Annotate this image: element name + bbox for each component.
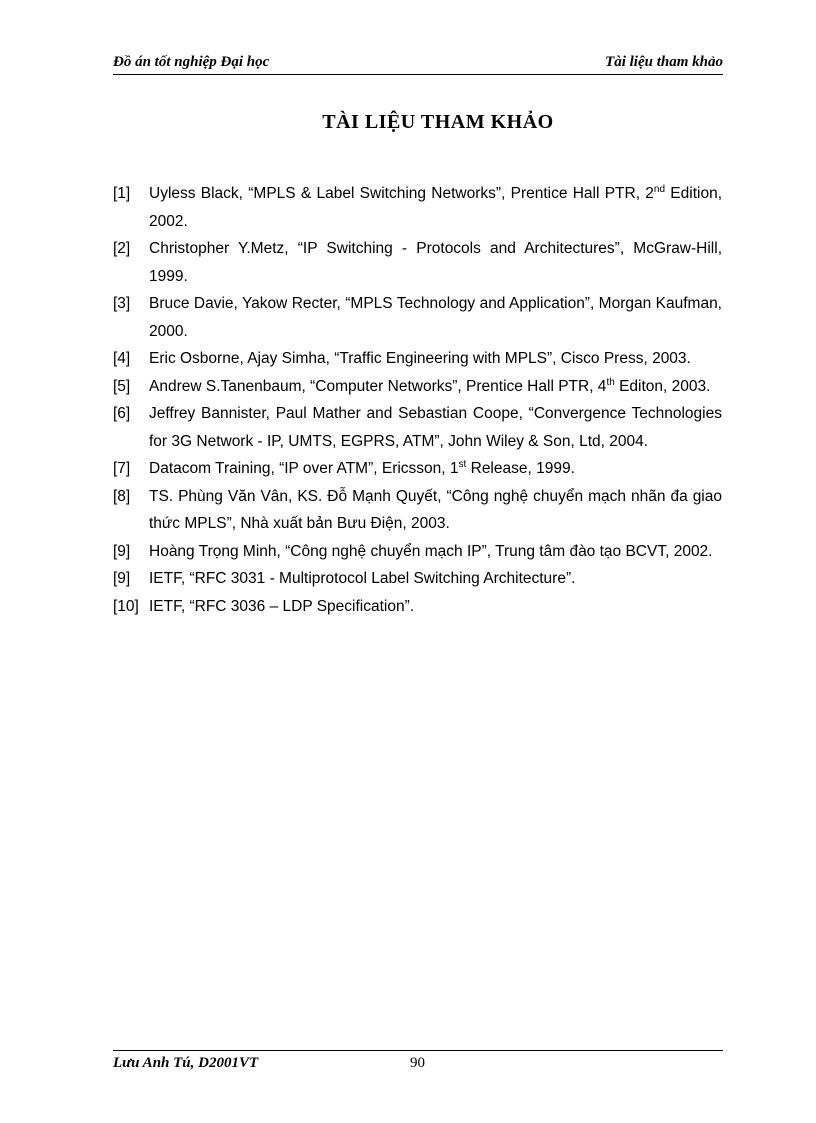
- page-title: TÀI LIỆU THAM KHẢO: [322, 111, 554, 133]
- reference-item: [113, 400, 722, 455]
- reference-number: [7]: [113, 460, 131, 477]
- reference-item: [113, 180, 722, 235]
- reference-item: [113, 565, 722, 593]
- page-footer: [113, 1050, 723, 1081]
- reference-text: IETF, “RFC 3031 - Multiprotocol Label Switching Architecture”.: [149, 570, 576, 587]
- reference-text: Hoàng Trọng Minh, “Công nghệ chuyển mạch IP”, Trung tâm đào tạo BCVT, 2002.: [149, 542, 713, 560]
- reference-number: [9]: [113, 542, 131, 560]
- reference-number: [4]: [113, 350, 131, 367]
- reference-number: [8]: [113, 487, 131, 505]
- reference-text: Jeffrey Bannister, Paul Mather and Sebastian Coope, “Convergence Technologies for 3G Network - IP, UMTS, EGPRS, ATM”, John Wiley & Son, Ltd, 2004.: [149, 405, 722, 450]
- footer-author: Lưu Anh Tú, D2001VT: [113, 1055, 259, 1071]
- reference-text: Uyless Black, “MPLS & Label Switching Networks”, Prentice Hall PTR, 2nd Edition, 2002.: [149, 183, 722, 230]
- reference-item: [113, 235, 722, 290]
- reference-item: [113, 538, 722, 566]
- reference-item: [113, 593, 722, 621]
- reference-number: [6]: [113, 405, 131, 422]
- reference-text: Eric Osborne, Ajay Simha, “Traffic Engineering with MPLS”, Cisco Press, 2003.: [149, 350, 691, 367]
- reference-number: [1]: [113, 185, 131, 202]
- reference-number: [2]: [113, 240, 131, 257]
- reference-text: Datacom Training, “IP over ATM”, Ericsson, 1st Release, 1999.: [149, 458, 575, 477]
- reference-text: Christopher Y.Metz, “IP Switching - Protocols and Architectures”, McGraw-Hill, 1999.: [149, 240, 722, 285]
- reference-item: [113, 483, 722, 538]
- reference-text: IETF, “RFC 3036 – LDP Specification”.: [149, 597, 415, 615]
- reference-number: [3]: [113, 295, 131, 312]
- page-number: 90: [410, 1055, 425, 1071]
- reference-item: [113, 345, 722, 373]
- reference-item: [113, 290, 722, 345]
- reference-text: Andrew S.Tanenbaum, “Computer Networks”, Prentice Hall PTR, 4th Editon, 2003.: [149, 376, 711, 395]
- reference-number: [9]: [113, 570, 131, 587]
- reference-item: [113, 455, 722, 483]
- reference-number: [5]: [113, 377, 131, 395]
- header-right-text: Tài liệu tham khảo: [605, 54, 723, 70]
- reference-number: [10]: [113, 597, 139, 615]
- reference-item: [113, 373, 722, 401]
- header-left-text: Đồ án tốt nghiệp Đại học: [113, 54, 270, 70]
- reference-list: [113, 180, 722, 620]
- page-header: [113, 52, 723, 75]
- reference-text: TS. Phùng Văn Vân, KS. Đỗ Mạnh Quyết, “Công nghệ chuyển mạch nhãn đa giao thức MPLS”, Nhà xuất bản Bưu Điện, 2003.: [149, 487, 722, 532]
- reference-text: Bruce Davie, Yakow Recter, “MPLS Technology and Application”, Morgan Kaufman, 2000.: [149, 295, 722, 340]
